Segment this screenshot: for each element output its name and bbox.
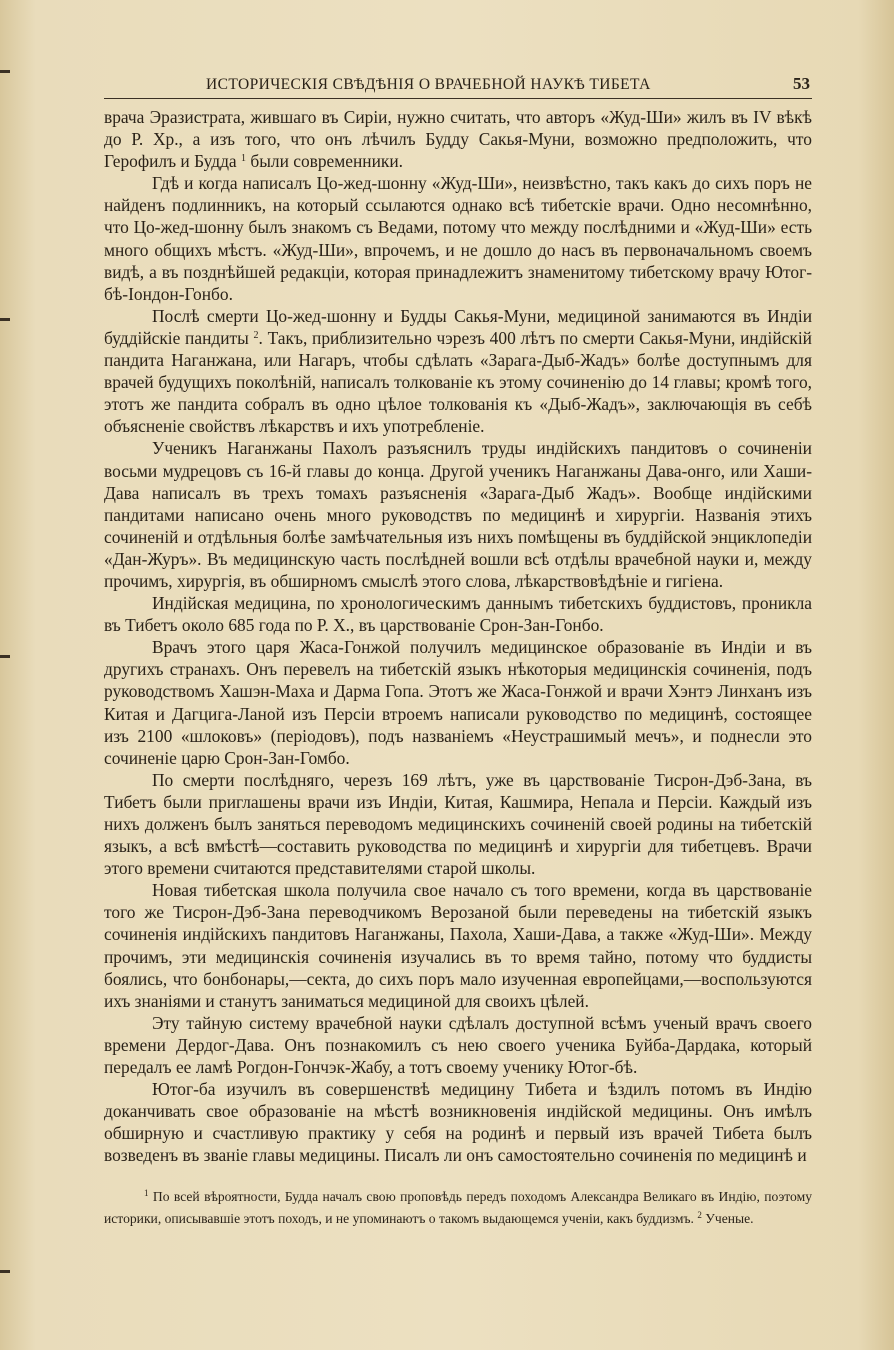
edge-mark (0, 655, 10, 658)
paragraph: Гдѣ и когда написалъ Цо-жед-шонну «Жуд-Ши», неизвѣстно, такъ какъ до сихъ поръ не найденъ подлинникъ, на который ссылаются однако всѣ тибетскіе врачи. Одно несомнѣнно, что Цо-жед-шонну былъ знакомъ съ Ведами, потому что между послѣдними и «Жуд-Ши» есть много общихъ мѣстъ. «Жуд-Ши», впрочемъ, и не дошло до насъ въ первоначальномъ своемъ видѣ, а въ позднѣйшей редакціи, которая принадлежитъ знаменитому тибетскому врачу Ютог-бѣ-Іондон-Гонбо. (104, 173, 812, 304)
footnote-mark: 2 (697, 1210, 702, 1220)
paragraph: врача Эразистрата, жившаго въ Сиріи, нужно считать, что авторъ «Жуд-Ши» жилъ въ IV вѣкѣ до Р. Хр., а изъ того, что онъ лѣчилъ Будду Сакья-Муни, возможно предположить, что Герофилъ и Будда $^1$ были современники. (104, 107, 812, 172)
footnote-ref: 1 (241, 153, 247, 165)
running-title: ИСТОРИЧЕСКІЯ СВѢДѢНІЯ О ВРАЧЕБНОЙ НАУКѢ ТИБЕТА (206, 76, 651, 93)
paragraph: Ютог-ба изучилъ въ совершенствѣ медицину Тибета и ѣздилъ потомъ въ Индію доканчивать свое образованіе на мѣстѣ возникновенія индійской медицины. Онъ имѣлъ обширную и счастливую практику у себя на родинѣ и первый изъ врачей Тибета былъ возведенъ въ званіе главы медицины. Писалъ ли онъ самостоятельно сочиненія по медицинѣ и (104, 1079, 812, 1166)
edge-mark (0, 70, 10, 73)
page-number: 53 (793, 74, 810, 93)
paragraph: Ученикъ Наганжаны Пахолъ разъяснилъ труды индійскихъ пандитовъ о сочиненіи восьми мудрецовъ съ 16-й главы до конца. Другой ученикъ Наганжаны Дава-онго, или Хаши-Дава написалъ въ трехъ томахъ разъясненія «Зарага-Дыб Жадъ». Вообще индійскими пандитами написано очень много руководствъ по медицинѣ и хирургіи. Названія этихъ сочиненій и отдѣльныя болѣе замѣчательныя изъ нихъ помѣщены въ буддійской энциклопедіи «Дан-Журъ». Въ медицинскую часть послѣдней вошли всѣ отдѣлы врачебной науки и, между прочимъ, хирургія, въ обширномъ смыслѣ этого слова, лѣкарствовѣдѣніе и гигіена. (104, 438, 812, 591)
paragraph: Новая тибетская школа получила свое начало съ того времени, когда въ царствованіе того же Тисрон-Дэб-Зана переводчикомъ Верозаной были переведены на тибетскій языкъ сочиненія индійскихъ пандитовъ Наганжаны, Пахола, Хаши-Дава, а также «Жуд-Ши». Между прочимъ, эти медицинскія сочиненія изучались въ то время тайно, потому что буддисты боялись, что бонбонары,—секта, до сихъ поръ мало изученная европейцами,—воспользуются ихъ знаніями и станутъ заниматься медициной для своихъ цѣлей. (104, 880, 812, 1011)
edge-mark (0, 318, 10, 321)
paragraph: Врачъ этого царя Жаса-Гонжой получилъ медицинское образованіе въ Индіи и въ другихъ странахъ. Онъ перевелъ на тибетскій языкъ нѣкоторыя медицинскія сочиненія, подъ руководствомъ Хашэн-Маха и Дарма Гопа. Этотъ же Жаса-Гонжой и врачи Хэнтэ Линханъ изъ Китая и Дагцига-Ланой изъ Персіи втроемъ написали руководство по медицинѣ, состоящее изъ 2100 «шлоковъ» (періодовъ), подъ названіемъ «Неустрашимый мечъ», и поднесли это сочиненіе царю Срон-Зан-Гомбо. (104, 637, 812, 768)
running-header (104, 74, 812, 99)
paragraph: Индійская медицина, по хронологическимъ даннымъ тибетскихъ буддистовъ, проникла въ Тибетъ около 685 года по Р. Х., въ царствованіе Срон-Зан-Гонбо. (104, 593, 812, 636)
footnote-mark: 1 (144, 1188, 149, 1198)
paragraph: По смерти послѣдняго, черезъ 169 лѣтъ, уже въ царствованіе Тисрон-Дэб-Зана, въ Тибетъ были приглашены врачи изъ Индіи, Китая, Кашмира, Непала и Персіи. Каждый изъ нихъ долженъ былъ заняться переводомъ медицинскихъ сочиненій своей родины на тибетскій языкъ, а всѣ вмѣстѣ—составить руководства по медицинѣ и хирургіи для тибетцевъ. Врачи этого времени считаются представителями старой школы. (104, 769, 812, 879)
footnotes (104, 1184, 812, 1228)
edge-mark (0, 1270, 10, 1273)
paragraph: Эту тайную систему врачебной науки сдѣлалъ доступной всѣмъ ученый врачъ своего времени Дердог-Дава. Онъ познакомилъ съ нею своего ученика Буйба-Дардака, который передалъ ее ламѣ Рогдон-Гончэк-Жабу, а тотъ своему ученику Ютог-бѣ. (104, 1012, 812, 1078)
footnote: $^1$ По всей вѣроятности, Будда началъ свою проповѣдь передъ походомъ Александра Великаго въ Индію, поэтому историки, описывавшіе этотъ походъ, и не упоминаютъ о такомъ выдающемся ученіи, какъ буддизмъ. $^2$ Ученые. (104, 1188, 812, 1226)
body-text (104, 106, 812, 1167)
paragraph: Послѣ смерти Цо-жед-шонну и Будды Сакья-Муни, медициной занимаются въ Индіи буддійскіе пандиты $^2$. Такъ, приблизительно чэрезъ 400 лѣтъ по смерти Сакья-Муни, индійскій пандита Наганжана, или Нагаръ, чтобы сдѣлать «Зарага-Дыб-Жадъ» болѣе доступнымъ для врачей будущихъ поколѣній, написалъ толкованіе къ этому сочиненію до 14 главы; кромѣ того, этотъ же пандита собралъ въ одно цѣлое толкованія къ «Дыб-Жадъ», заключающія въ себѣ объясненіе свойствъ лѣкарствъ и ихъ употребленіе. (104, 305, 812, 437)
footnote-ref: 2 (253, 329, 259, 341)
